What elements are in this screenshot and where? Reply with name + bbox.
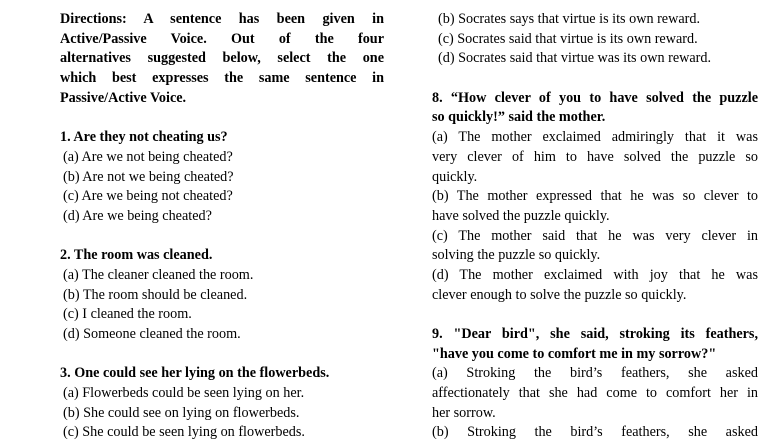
q3-option-b: (b) She could see on lying on flowerbeds.	[63, 404, 300, 421]
q1-option-a: (a) Are we not being cheated?	[63, 148, 233, 165]
left-column	[60, 10, 384, 443]
q2-option-b: (b) The room should be cleaned.	[63, 286, 248, 303]
q3-option-c: (c) She could be seen lying on flowerbeds.	[63, 424, 305, 441]
q9-option-text: (a) Stroking the bird’s feathers, she asked	[432, 365, 758, 382]
right-column	[432, 10, 758, 443]
directions-line: Active/Passive Voice. Out of the four	[60, 30, 384, 47]
directions-line: alternatives suggested below, select the one	[60, 50, 384, 67]
q2-option-a: (a) The cleaner cleaned the room.	[63, 266, 254, 283]
prev-option-c: (c) Socrates said that virtue is its own reward.	[438, 30, 698, 47]
q8-option-text: have solved the puzzle quickly.	[432, 207, 610, 224]
question-8: 8. “How clever of you to have solved the puzzle	[432, 89, 758, 106]
q2-option-c: (c) I cleaned the room.	[63, 306, 192, 323]
q8-option-text: quickly.	[432, 168, 478, 185]
prev-option-d: (d) Socrates said that virtue was its own reward.	[438, 50, 712, 67]
q1-option-c: (c) Are we being not cheated?	[63, 188, 233, 205]
q3-option-a: (a) Flowerbeds could be seen lying on her.	[63, 385, 305, 402]
question-9: "have you come to comfort me in my sorrow?"	[432, 345, 717, 362]
question-3: 3. One could see her lying on the flowerbeds.	[60, 365, 330, 382]
q8-option-text: clever enough to solve the puzzle so quickly.	[432, 286, 687, 303]
question-1: 1. Are they not cheating us?	[60, 129, 228, 146]
spacer	[60, 227, 384, 247]
q8-option-text: solving the puzzle so quickly.	[432, 247, 601, 264]
directions-line: Directions: A sentence has been given in	[60, 11, 384, 27]
q9-option-text: (b) Stroking the bird’s feathers, she asked	[432, 424, 758, 441]
q1-option-b: (b) Are not we being cheated?	[63, 168, 234, 185]
spacer	[432, 305, 758, 325]
directions-line: which best expresses the same sentence in	[60, 70, 384, 87]
question-9: 9. "Dear bird", she said, stroking its feathers,	[432, 326, 758, 342]
q8-option-text: very clever of him to have solved the puzzle so	[432, 148, 758, 165]
directions-line: Passive/Active Voice.	[60, 89, 187, 106]
q9-option-text: affectionately that she had come to comfort her in	[432, 385, 758, 402]
question-2: 2. The room was cleaned.	[60, 247, 213, 264]
prev-option-b: (b) Socrates says that virtue is its own reward.	[438, 11, 701, 27]
q8-option-text: (c) The mother said that he was very clever in	[432, 227, 758, 244]
q2-option-d: (d) Someone cleaned the room.	[63, 326, 241, 342]
q9-option-text: her sorrow.	[432, 404, 496, 421]
q8-option-text: (a) The mother exclaimed admiringly that it was	[432, 129, 758, 146]
spacer	[60, 345, 384, 365]
spacer	[432, 69, 758, 89]
question-8: so quickly!” said the mother.	[432, 109, 606, 126]
q8-option-text: (d) The mother exclaimed with joy that he was	[432, 266, 758, 283]
spacer	[60, 108, 384, 128]
q8-option-text: (b) The mother expressed that he was so clever to	[432, 188, 758, 205]
q1-option-d: (d) Are we being cheated?	[63, 207, 212, 224]
